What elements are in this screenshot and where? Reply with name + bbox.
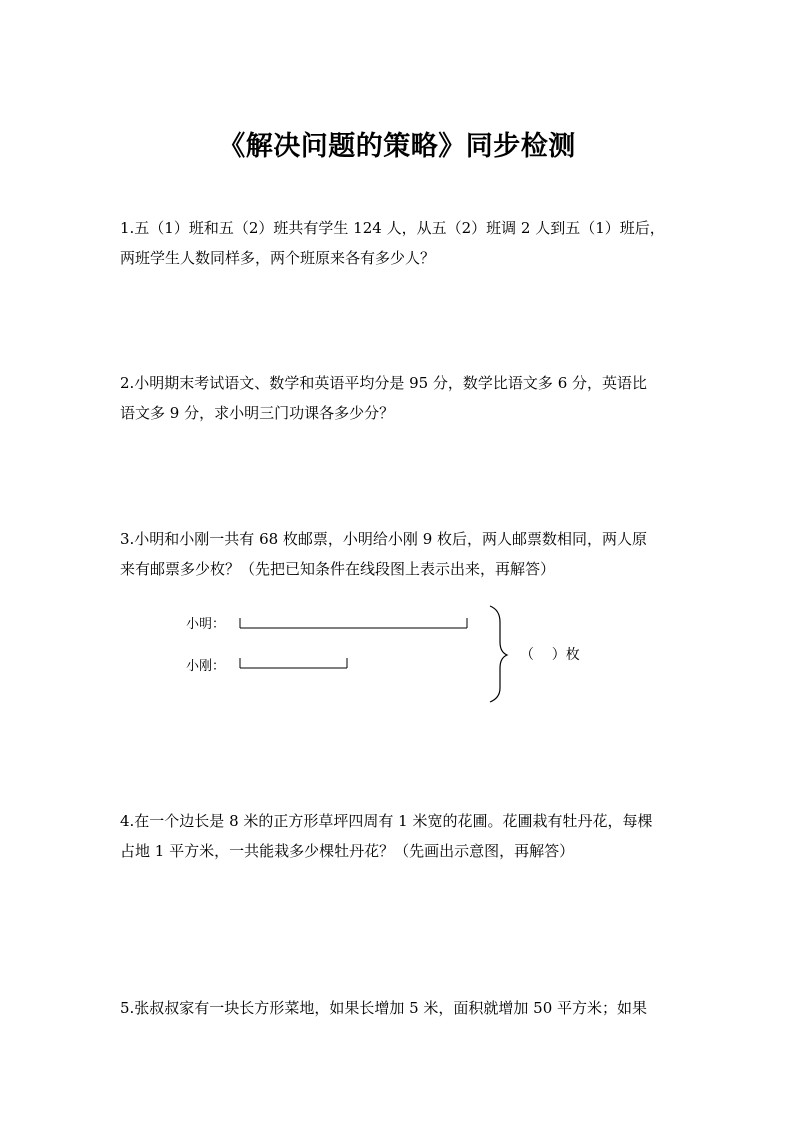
xiaoming-label: 小明： [186, 617, 226, 632]
total-answer-label: （ ）枚 [520, 647, 580, 663]
question-4-line-1: 4.在一个边长是 8 米的正方形草坪四周有 1 米宽的花圃。花圃栽有牡丹花，每棵 [120, 812, 653, 830]
question-1-line-2: 两班学生人数同样多，两个班原来各有多少人？ [120, 249, 436, 267]
question-1-line-1: 1.五（1）班和五（2）班共有学生 124 人，从五（2）班调 2 人到五（1）班后， [120, 219, 665, 237]
question-2-line-1: 2.小明期末考试语文、数学和英语平均分是 95 分，数学比语文多 6 分，英语比 [120, 374, 648, 392]
page-title: 《解决问题的策略》同步检测 [218, 131, 576, 162]
xiaogang-label: 小刚： [186, 659, 226, 674]
question-5 [120, 993, 680, 1023]
question-2-line-2: 语文多 9 分，求小明三门功课各多少分？ [120, 404, 395, 422]
question-4-line-2: 占地 1 平方米，一共能栽多少棵牡丹花？（先画出示意图，再解答） [120, 842, 575, 860]
question-4 [120, 806, 680, 866]
question-5-line-1: 5.张叔叔家有一块长方形菜地，如果长增加 5 米，面积就增加 50 平方米；如果 [120, 999, 648, 1017]
question-3-line-2: 来有邮票多少枚？（先把已知条件在线段图上表示出来，再解答） [120, 560, 556, 578]
question-3-line-1: 3.小明和小刚一共有 68 枚邮票，小明给小刚 9 枚后，两人邮票数相同，两人原 [120, 530, 648, 548]
total-brace [490, 606, 507, 702]
xiaogang-segment [240, 658, 347, 668]
xiaoming-segment [240, 618, 467, 628]
